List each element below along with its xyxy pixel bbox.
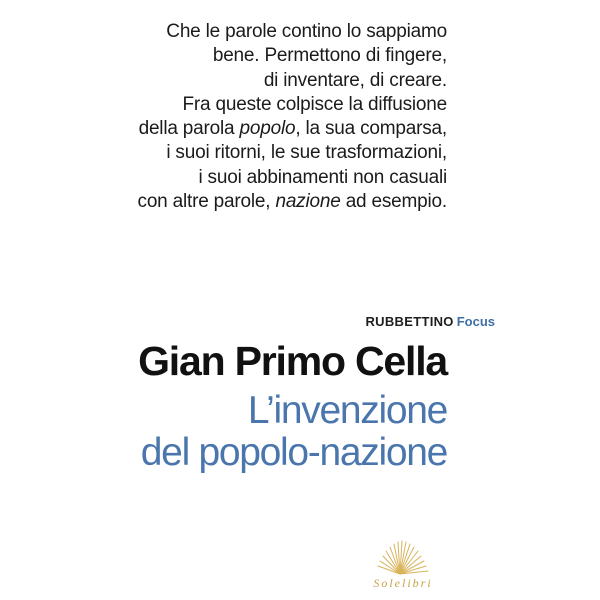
imprint-name: Solelibri [373, 576, 433, 590]
book-title [141, 390, 447, 474]
collection-name: Focus [456, 314, 495, 329]
imprint-logo [348, 536, 458, 592]
author-name: Gian Primo Cella [138, 338, 447, 384]
blurb-line: di inventare, di creare. [263, 69, 447, 91]
blurb-text: con altre parole, [137, 191, 276, 213]
blurb-line: Che le parole contino lo sappiamo [166, 21, 447, 42]
sun-rays-icon [348, 536, 458, 578]
blurb-line [87, 190, 447, 214]
blurb-text: , la sua comparsa, [295, 118, 447, 140]
blurb-line: Fra queste colpisce la diffusione [182, 93, 447, 115]
title-line: del popolo-nazione [140, 431, 447, 474]
blurb-text: ad esempio. [340, 191, 447, 213]
blurb-line: i suoi ritorni, le sue trasformazioni, [166, 142, 447, 164]
back-blurb [87, 20, 447, 214]
blurb-line: i suoi abbinamenti non casuali [198, 166, 447, 188]
publisher-name: RUBBETTINO [365, 314, 454, 329]
series-label [365, 314, 495, 329]
blurb-text: della parola [138, 118, 240, 140]
blurb-emphasis: nazione [275, 191, 341, 213]
blurb-line: bene. Permettono di fingere, [212, 45, 447, 67]
blurb-emphasis: popolo [239, 118, 296, 140]
blurb-line [87, 117, 447, 141]
title-line: L’invenzione [247, 389, 447, 432]
